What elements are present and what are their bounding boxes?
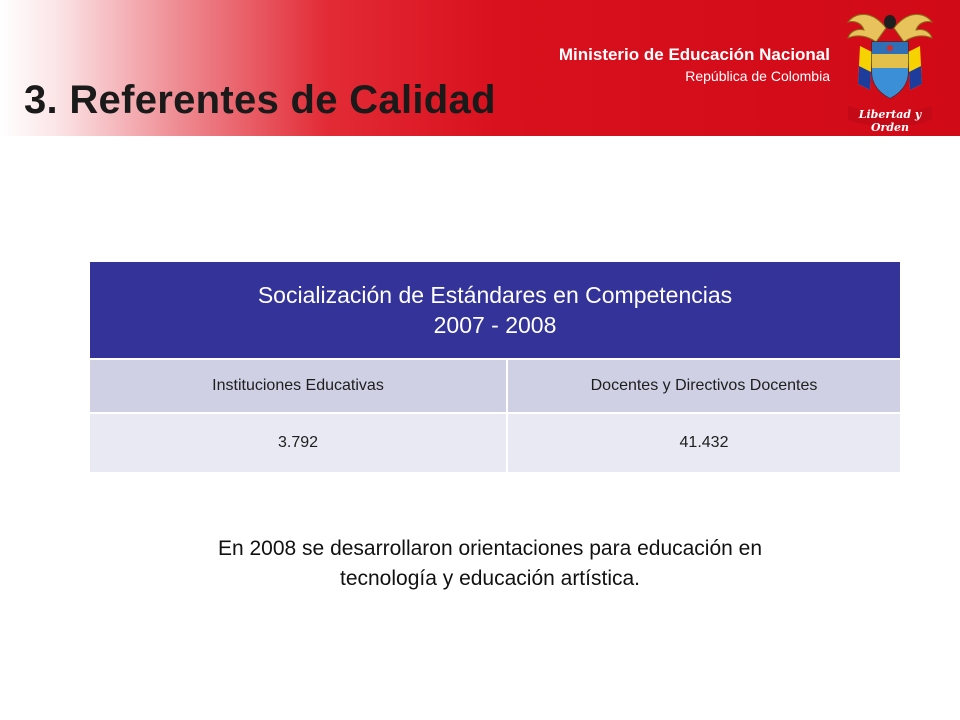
country-name: República de Colombia: [685, 68, 830, 84]
body-note: [80, 534, 900, 594]
condor-wing-right-icon: [894, 14, 932, 42]
condor-head-icon: [884, 15, 896, 29]
table-title: [90, 262, 900, 359]
value-institutions: 3.792: [90, 413, 507, 472]
table-title-years: 2007 - 2008: [433, 312, 557, 338]
slide-title: 3. Referentes de Calidad: [24, 78, 496, 122]
ministry-name: Ministerio de Educación Nacional: [558, 45, 830, 64]
table-title-line1: Socialización de Estándares en Competencias: [257, 282, 733, 308]
body-note-line2: tecnología y educación artística.: [339, 567, 640, 590]
body-note-line1: En 2008 se desarrollaron orientaciones para educación en: [217, 537, 763, 560]
table-header-row: [90, 359, 900, 413]
statistics-table: [90, 262, 900, 472]
ministry-block: [559, 44, 830, 86]
table-row: [90, 413, 900, 472]
column-header-institutions: Instituciones Educativas: [90, 359, 507, 413]
value-teachers: 41.432: [507, 413, 900, 472]
motto-label: Libertad y Orden: [858, 108, 922, 134]
column-header-teachers: Docentes y Directivos Docentes: [507, 359, 900, 413]
condor-wing-left-icon: [848, 14, 886, 42]
